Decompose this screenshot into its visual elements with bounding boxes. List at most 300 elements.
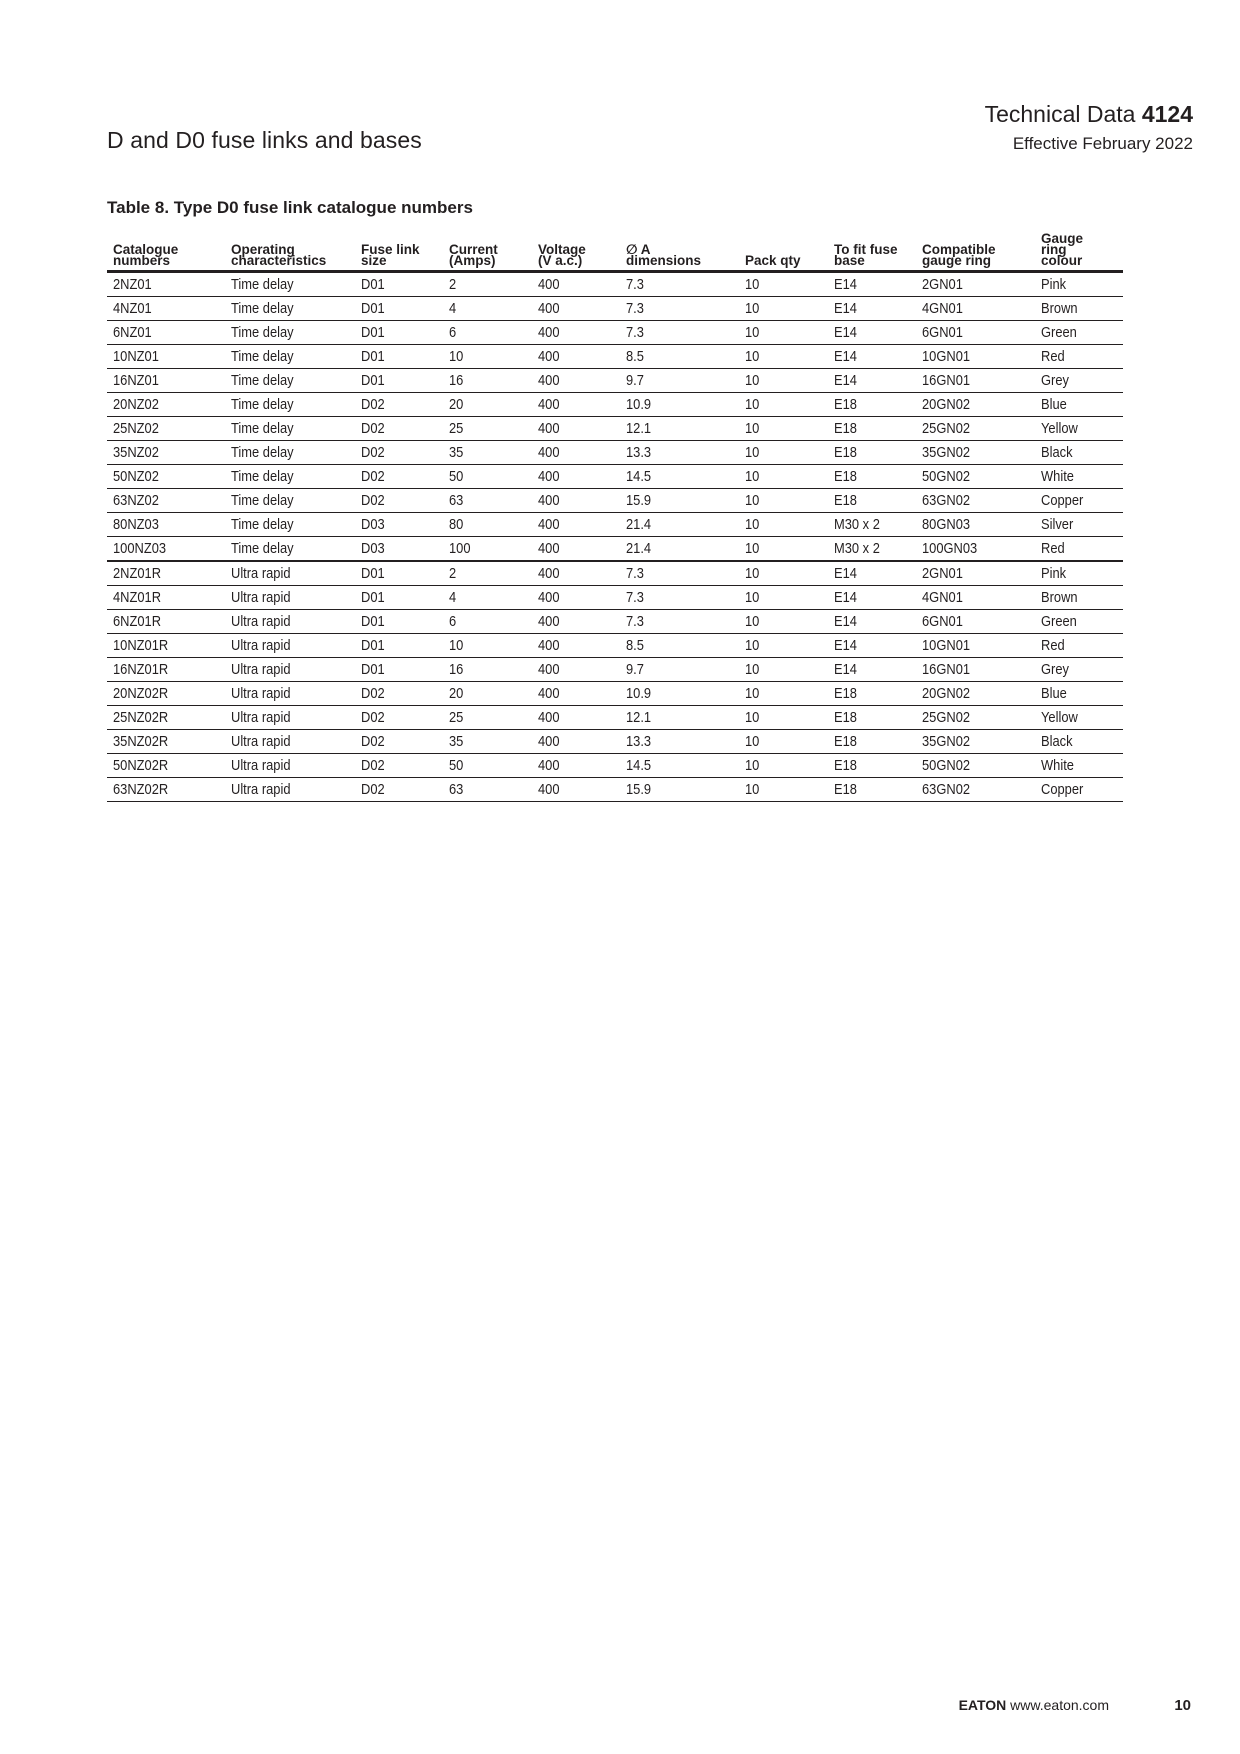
column-header-line: numbers [113,253,171,268]
cell-voltage [532,754,620,778]
table-row [107,297,1123,321]
table-row [107,586,1123,610]
cell-value: 9.7 [626,661,644,678]
column-header-line: Voltage [538,242,586,257]
column-header-catalogue-numbers [107,223,225,272]
cell-current-amps [443,754,532,778]
cell-value: 63 [449,781,464,798]
cell-fuse-base [828,272,916,297]
cell-value: 10 [745,613,760,630]
cell-voltage [532,489,620,513]
cell-fuse-link-size [355,465,443,489]
cell-value: 50NZ02 [113,468,159,485]
cell-fuse-link-size [355,730,443,754]
cell-pack-qty [739,561,828,586]
cell-value: Black [1041,444,1073,461]
cell-value: 400 [538,685,560,702]
table-row [107,658,1123,682]
cell-value: D03 [361,540,385,557]
column-header-gauge-ring-colour [1035,223,1123,272]
cell-current-amps [443,513,532,537]
cell-gauge-ring-colour [1035,537,1123,562]
cell-fuse-link-size [355,297,443,321]
cell-operating-characteristics [225,754,355,778]
cell-value: 10 [745,348,760,365]
cell-fuse-base [828,634,916,658]
cell-value: 7.3 [626,565,644,582]
cell-value: Blue [1041,396,1067,413]
cell-value: 2 [449,565,457,582]
brand-name: EATON [958,1697,1007,1713]
cell-value: 25NZ02 [113,420,159,437]
cell-current-amps [443,465,532,489]
cell-current-amps [443,561,532,586]
cell-value: 10 [745,324,760,341]
cell-fuse-base [828,610,916,634]
cell-value: 16 [449,372,464,389]
cell-value: 20NZ02R [113,685,169,702]
cell-gauge-ring [916,393,1035,417]
document-title: D and D0 fuse links and bases [107,127,422,153]
cell-catalogue-numbers [107,561,225,586]
table-row [107,634,1123,658]
cell-gauge-ring [916,561,1035,586]
cell-pack-qty [739,417,828,441]
cell-value: 50NZ02R [113,757,169,774]
column-header-dimensions [620,223,739,272]
table-row [107,272,1123,297]
cell-fuse-base [828,345,916,369]
cell-gauge-ring [916,489,1035,513]
cell-dimensions [620,369,739,393]
cell-value: D01 [361,637,385,654]
cell-fuse-link-size [355,513,443,537]
cell-operating-characteristics [225,778,355,802]
cell-current-amps [443,778,532,802]
cell-gauge-ring-colour [1035,754,1123,778]
cell-catalogue-numbers [107,489,225,513]
table-row [107,393,1123,417]
cell-value: Grey [1041,372,1069,389]
cell-catalogue-numbers [107,297,225,321]
cell-value: E14 [834,637,857,654]
cell-operating-characteristics [225,345,355,369]
cell-gauge-ring-colour [1035,730,1123,754]
cell-gauge-ring-colour [1035,321,1123,345]
cell-value: Time delay [231,324,294,341]
cell-fuse-link-size [355,272,443,297]
cell-operating-characteristics [225,393,355,417]
table-row [107,489,1123,513]
cell-voltage [532,706,620,730]
cell-pack-qty [739,321,828,345]
cell-value: Time delay [231,468,294,485]
cell-value: 6NZ01R [113,613,162,630]
cell-value: 6 [449,613,457,630]
cell-gauge-ring [916,297,1035,321]
cell-catalogue-numbers [107,369,225,393]
cell-operating-characteristics [225,561,355,586]
cell-value: 16GN01 [922,661,971,678]
cell-value: 80NZ03 [113,516,159,533]
cell-value: Black [1041,733,1073,750]
cell-value: Ultra rapid [231,709,291,726]
cell-value: 50 [449,757,464,774]
cell-fuse-base [828,754,916,778]
cell-value: 14.5 [626,757,652,774]
cell-value: Time delay [231,300,294,317]
cell-value: D01 [361,276,385,293]
cell-value: 400 [538,516,560,533]
cell-value: 400 [538,565,560,582]
cell-catalogue-numbers [107,417,225,441]
cell-pack-qty [739,586,828,610]
cell-value: 400 [538,733,560,750]
cell-dimensions [620,345,739,369]
cell-value: 16 [449,661,464,678]
cell-value: Ultra rapid [231,757,291,774]
cell-gauge-ring [916,441,1035,465]
cell-gauge-ring-colour [1035,345,1123,369]
cell-value: 10 [745,468,760,485]
column-header-operating-characteristics [225,223,355,272]
cell-value: E14 [834,372,857,389]
cell-value: 10 [745,565,760,582]
column-header-line: Fuse link [361,242,420,257]
table-row [107,610,1123,634]
cell-voltage [532,345,620,369]
cell-fuse-link-size [355,682,443,706]
cell-value: 10 [745,420,760,437]
cell-fuse-link-size [355,369,443,393]
website-link[interactable]: www.eaton.com [1010,1697,1109,1713]
cell-value: Time delay [231,420,294,437]
column-header-line: Gauge [1041,231,1084,246]
cell-value: E14 [834,300,857,317]
table-row [107,561,1123,586]
cell-operating-characteristics [225,321,355,345]
cell-pack-qty [739,537,828,562]
table-row [107,682,1123,706]
cell-gauge-ring [916,272,1035,297]
cell-value: D02 [361,781,385,798]
cell-value: Silver [1041,516,1074,533]
cell-value: 10 [745,396,760,413]
table-row [107,321,1123,345]
cell-value: 10 [745,637,760,654]
cell-value: 63NZ02 [113,492,159,509]
cell-catalogue-numbers [107,465,225,489]
cell-value: 7.3 [626,276,644,293]
cell-dimensions [620,778,739,802]
cell-value: E14 [834,348,857,365]
cell-pack-qty [739,730,828,754]
cell-fuse-link-size [355,586,443,610]
cell-value: 21.4 [626,516,652,533]
cell-value: 2NZ01 [113,276,152,293]
cell-value: 6NZ01 [113,324,152,341]
cell-pack-qty [739,706,828,730]
cell-value: 6GN01 [922,324,963,341]
cell-fuse-base [828,513,916,537]
cell-value: 12.1 [626,420,652,437]
cell-fuse-base [828,465,916,489]
cell-value: 50GN02 [922,468,971,485]
cell-fuse-link-size [355,610,443,634]
cell-catalogue-numbers [107,321,225,345]
cell-value: Brown [1041,300,1078,317]
cell-voltage [532,586,620,610]
cell-value: E18 [834,420,857,437]
cell-value: Ultra rapid [231,685,291,702]
cell-value: 20 [449,396,464,413]
cell-value: 400 [538,324,560,341]
table-row [107,537,1123,562]
cell-fuse-base [828,682,916,706]
cell-pack-qty [739,297,828,321]
cell-catalogue-numbers [107,441,225,465]
cell-gauge-ring [916,513,1035,537]
cell-value: E18 [834,396,857,413]
cell-value: 10 [745,372,760,389]
cell-dimensions [620,489,739,513]
cell-value: 10 [745,661,760,678]
cell-value: 10 [745,589,760,606]
cell-value: 400 [538,468,560,485]
cell-voltage [532,730,620,754]
cell-value: 20NZ02 [113,396,159,413]
cell-fuse-base [828,489,916,513]
cell-catalogue-numbers [107,706,225,730]
cell-value: 35GN02 [922,444,971,461]
table-row [107,706,1123,730]
cell-value: 400 [538,637,560,654]
cell-operating-characteristics [225,417,355,441]
cell-value: 8.5 [626,348,644,365]
cell-current-amps [443,297,532,321]
cell-value: 4 [449,589,457,606]
cell-dimensions [620,297,739,321]
cell-pack-qty [739,754,828,778]
cell-value: E18 [834,733,857,750]
table-row [107,417,1123,441]
cell-catalogue-numbers [107,778,225,802]
cell-operating-characteristics [225,272,355,297]
cell-value: 13.3 [626,444,652,461]
cell-dimensions [620,441,739,465]
cell-catalogue-numbers [107,393,225,417]
cell-gauge-ring [916,730,1035,754]
cell-fuse-link-size [355,417,443,441]
cell-catalogue-numbers [107,610,225,634]
cell-value: D03 [361,516,385,533]
cell-voltage [532,658,620,682]
cell-value: 35NZ02R [113,733,169,750]
column-header-line: Compatible [922,242,996,257]
cell-value: 6GN01 [922,613,963,630]
cell-fuse-base [828,706,916,730]
cell-catalogue-numbers [107,537,225,562]
cell-fuse-base [828,369,916,393]
column-header-voltage [532,223,620,272]
cell-value: D01 [361,348,385,365]
technical-data-text: Technical Data [984,101,1136,127]
cell-dimensions [620,586,739,610]
table-row [107,441,1123,465]
cell-value: Ultra rapid [231,733,291,750]
cell-value: 2GN01 [922,565,963,582]
cell-catalogue-numbers [107,513,225,537]
cell-fuse-link-size [355,706,443,730]
cell-value: 10 [449,348,464,365]
column-header-line: Pack qty [745,253,801,268]
fuse-link-table [107,223,1123,802]
cell-value: White [1041,468,1074,485]
column-header-line: (Amps) [449,253,496,268]
cell-value: Pink [1041,565,1067,582]
cell-operating-characteristics [225,297,355,321]
cell-gauge-ring-colour [1035,586,1123,610]
cell-value: 4GN01 [922,300,963,317]
cell-catalogue-numbers [107,682,225,706]
cell-value: 25NZ02R [113,709,169,726]
cell-current-amps [443,682,532,706]
cell-value: 400 [538,661,560,678]
cell-fuse-base [828,561,916,586]
cell-current-amps [443,658,532,682]
cell-value: E18 [834,757,857,774]
column-header-line: characteristics [231,253,327,268]
column-header-line: To fit fuse [834,242,898,257]
cell-value: D02 [361,420,385,437]
page-number: 10 [1174,1697,1191,1714]
cell-value: 10 [745,733,760,750]
cell-fuse-base [828,537,916,562]
cell-value: 10 [745,540,760,557]
cell-pack-qty [739,682,828,706]
cell-value: D01 [361,661,385,678]
cell-value: Time delay [231,372,294,389]
cell-value: 10NZ01 [113,348,159,365]
column-header-line: dimensions [626,253,702,268]
cell-fuse-base [828,586,916,610]
cell-value: E18 [834,781,857,798]
cell-value: Copper [1041,492,1084,509]
cell-fuse-link-size [355,321,443,345]
cell-value: 100GN03 [922,540,978,557]
column-header-line: size [361,253,387,268]
cell-fuse-link-size [355,634,443,658]
cell-current-amps [443,272,532,297]
cell-value: 14.5 [626,468,652,485]
cell-catalogue-numbers [107,586,225,610]
cell-dimensions [620,730,739,754]
cell-gauge-ring-colour [1035,610,1123,634]
cell-value: 80 [449,516,464,533]
cell-value: 10GN01 [922,348,971,365]
cell-value: Green [1041,324,1077,341]
cell-value: D01 [361,589,385,606]
effective-date: Effective February 2022 [1012,134,1193,153]
cell-current-amps [443,610,532,634]
cell-value: White [1041,757,1074,774]
cell-pack-qty [739,513,828,537]
cell-catalogue-numbers [107,634,225,658]
cell-gauge-ring [916,706,1035,730]
cell-fuse-link-size [355,754,443,778]
cell-value: 10 [745,781,760,798]
cell-operating-characteristics [225,586,355,610]
cell-value: 10 [449,637,464,654]
cell-voltage [532,513,620,537]
cell-value: 400 [538,781,560,798]
cell-value: 63GN02 [922,781,971,798]
table-row [107,465,1123,489]
cell-value: 13.3 [626,733,652,750]
column-header-line: ∅ A [626,242,651,257]
cell-value: 10GN01 [922,637,971,654]
cell-value: 25GN02 [922,709,971,726]
cell-value: 15.9 [626,492,652,509]
table-row [107,345,1123,369]
cell-dimensions [620,272,739,297]
cell-value: Time delay [231,396,294,413]
cell-value: M30 x 2 [834,516,880,533]
cell-operating-characteristics [225,513,355,537]
column-header-line: (V a.c.) [538,253,583,268]
cell-value: Yellow [1041,420,1078,437]
cell-gauge-ring-colour [1035,682,1123,706]
cell-value: E14 [834,276,857,293]
table-row [107,369,1123,393]
cell-current-amps [443,369,532,393]
cell-value: D01 [361,613,385,630]
cell-voltage [532,272,620,297]
cell-value: Ultra rapid [231,589,291,606]
cell-dimensions [620,706,739,730]
cell-gauge-ring [916,754,1035,778]
cell-fuse-link-size [355,778,443,802]
cell-fuse-link-size [355,441,443,465]
cell-value: 10 [745,757,760,774]
cell-dimensions [620,417,739,441]
column-header-fuse-base [828,223,916,272]
cell-current-amps [443,586,532,610]
table-row [107,754,1123,778]
cell-gauge-ring-colour [1035,465,1123,489]
cell-catalogue-numbers [107,272,225,297]
cell-value: D02 [361,444,385,461]
column-header-line: Catalogue [113,242,179,257]
column-header-gauge-ring [916,223,1035,272]
technical-data-number: 4124 [1141,101,1193,127]
cell-gauge-ring [916,465,1035,489]
cell-value: D02 [361,757,385,774]
column-header-current-amps [443,223,532,272]
cell-voltage [532,417,620,441]
cell-value: 6 [449,324,457,341]
cell-fuse-link-size [355,561,443,586]
cell-operating-characteristics [225,682,355,706]
cell-value: 20GN02 [922,685,971,702]
cell-gauge-ring [916,658,1035,682]
cell-operating-characteristics [225,706,355,730]
cell-fuse-link-size [355,537,443,562]
cell-value: 400 [538,276,560,293]
cell-voltage [532,441,620,465]
cell-value: 400 [538,420,560,437]
cell-value: 35 [449,444,464,461]
